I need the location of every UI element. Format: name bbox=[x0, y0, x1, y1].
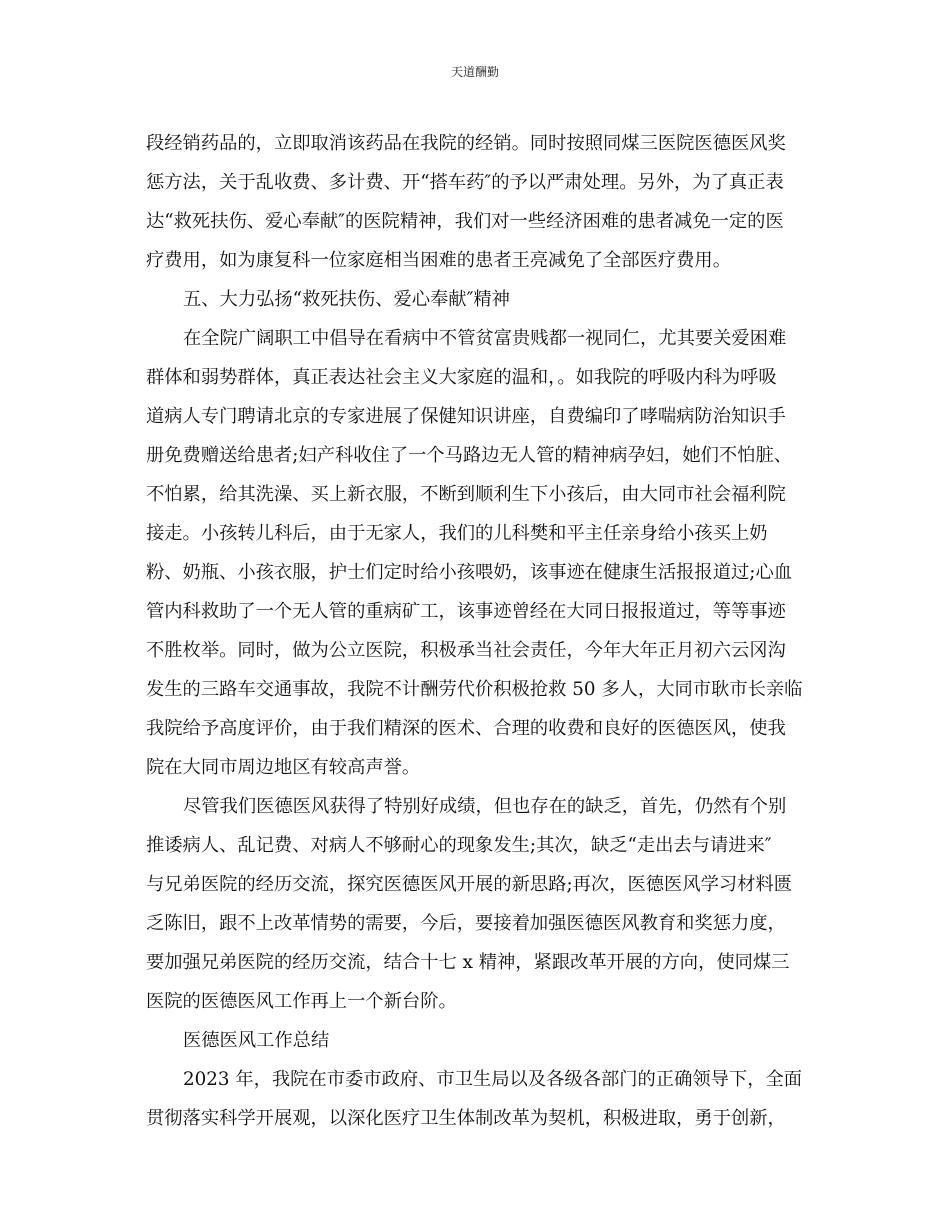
text-line: 医院的医德医风工作再上一个新台阶。 bbox=[146, 991, 457, 1012]
text-line: 乏陈旧，跟不上改革情势的需要，今后，要接着加强医德医风教育和奖惩力度， bbox=[146, 913, 786, 934]
text-line: 群体和弱势群体，真正表达社会主义大家庭的温和，。如我院的呼吸内科为呼吸 bbox=[146, 367, 777, 388]
text-line: 册免费赠送给患者;妇产科收住了一个马路边无人管的精神病孕妇，她们不怕脏、 bbox=[146, 445, 793, 466]
page-header: 天道酬勤 bbox=[450, 65, 499, 79]
text-line: 五、大力弘扬“救死扶伤、爱心奉献″精神 bbox=[183, 289, 510, 310]
text-line: 要加强兄弟医院的经历交流，结合十七 x 精神，紧跟改革开展的方向，使同煤三 bbox=[146, 952, 790, 973]
text-line: 段经销药品的，立即取消该药品在我院的经销。同时按照同煤三医院医德医风奖 bbox=[146, 133, 786, 154]
text-line: 接走。小孩转儿科后，由于无家人，我们的儿科樊和平主任亲身给小孩买上奶 bbox=[146, 523, 768, 544]
text-line: 推诿病人、乱记费、对病人不够耐心的现象发生;其次，缺乏“走出去与请进来″ bbox=[146, 835, 772, 856]
text-line: 在全院广阔职工中倡导在看病中不管贫富贵贱都一视同仁，尤其要关爱困难 bbox=[183, 328, 787, 349]
text-line: 惩方法，关于乱收费、多计费、开“搭车药″的予以严肃处理。另外，为了真正表 bbox=[146, 172, 784, 193]
text-line: 不胜枚举。同时，做为公立医院，积极承当社会责任，今年大年正月初六云冈沟 bbox=[146, 640, 786, 661]
text-line: 粉、奶瓶、小孩衣服，护士们定时给小孩喂奶，该事迹在健康生活报报道过;心血 bbox=[146, 562, 793, 583]
text-line: 疗费用，如为康复科一位家庭相当困难的患者王亮减免了全部医疗费用。 bbox=[146, 250, 731, 271]
text-line: 管内科救助了一个无人管的重病矿工，该事迹曾经在大同日报报道过，等等事迹 bbox=[146, 601, 786, 622]
text-line: 2023 年，我院在市委市政府、市卫生局以及各级各部门的正确领导下，全面 bbox=[183, 1069, 803, 1090]
document-body bbox=[146, 124, 806, 1138]
text-line: 院在大同市周边地区有较高声誉。 bbox=[146, 757, 421, 778]
text-line: 与兄弟医院的经历交流，探究医德医风开展的新思路;再次，医德医风学习材料匮 bbox=[146, 874, 793, 895]
text-line: 我院给予高度评价，由于我们精深的医术、合理的收费和良好的医德医风，使我 bbox=[146, 718, 786, 739]
text-line: 尽管我们医德医风获得了特别好成绩，但也存在的缺乏，首先，仍然有个别 bbox=[183, 796, 787, 817]
text-line: 道病人专门聘请北京的专家进展了保健知识讲座，自费编印了哮喘病防治知识手 bbox=[146, 406, 786, 427]
text-line: 医德医风工作总结 bbox=[183, 1030, 330, 1051]
text-line: 达“救死扶伤、爱心奉献″的医院精神，我们对一些经济困难的患者减免一定的医 bbox=[146, 211, 784, 232]
text-line: 贯彻落实科学开展观，以深化医疗卫生体制改革为契机，积极进取，勇于创新， bbox=[146, 1108, 786, 1129]
text-line: 不怕累，给其洗澡、买上新衣服，不断到顺利生下小孩后，由大同市社会福利院 bbox=[146, 484, 786, 505]
text-line: 发生的三路车交通事故，我院不计酬劳代价积极抢救 50 多人，大同市耿市长亲临 bbox=[146, 679, 803, 700]
